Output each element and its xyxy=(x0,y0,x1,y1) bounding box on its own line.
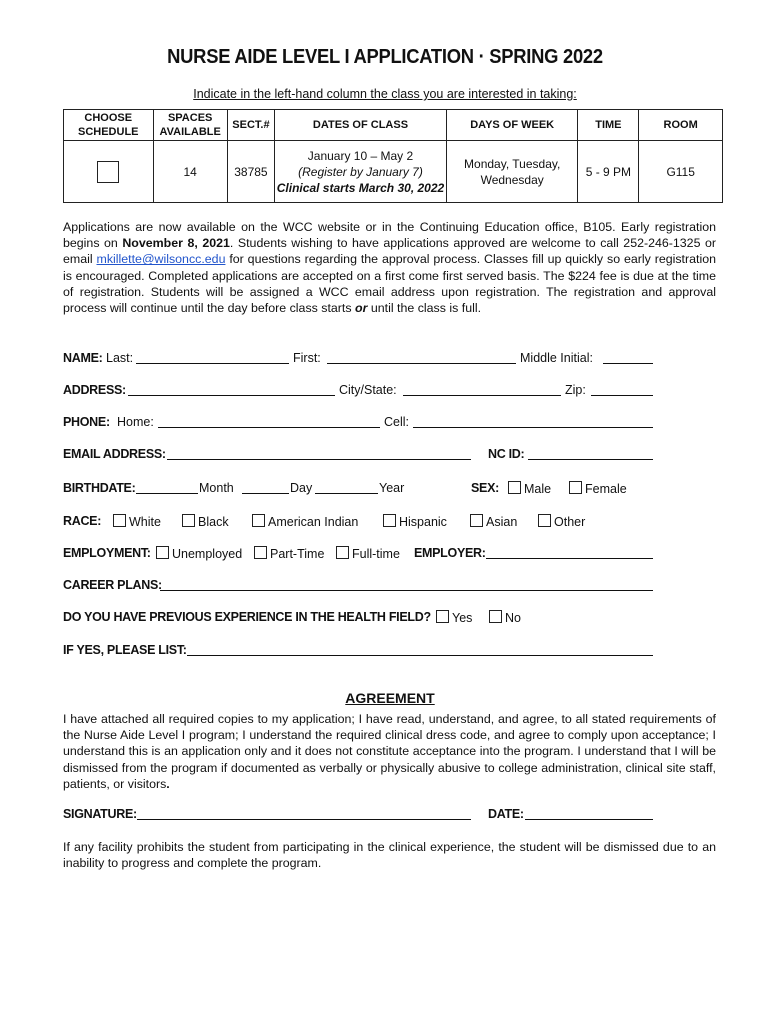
day-label: Day xyxy=(290,481,313,495)
employment-label: EMPLOYMENT: xyxy=(63,546,151,560)
page-title: NURSE AIDE LEVEL I APPLICATION · SPRING 2022 xyxy=(167,46,603,68)
schedule-table xyxy=(63,109,723,203)
first-name-field[interactable] xyxy=(327,351,516,364)
yes-checkbox[interactable] xyxy=(436,610,449,623)
sex-female-option[interactable] xyxy=(569,481,627,496)
female-checkbox[interactable] xyxy=(569,481,582,494)
experience-row xyxy=(63,610,653,628)
other-label: Other xyxy=(554,515,586,529)
birthdate-row xyxy=(63,481,653,499)
career-label: CAREER PLANS: xyxy=(63,578,162,592)
address-row xyxy=(63,383,653,401)
sex-male-option[interactable] xyxy=(508,481,551,496)
career-row xyxy=(63,578,653,596)
signature-field[interactable] xyxy=(137,807,471,820)
experience-no-option[interactable] xyxy=(489,610,521,625)
full-time-checkbox[interactable] xyxy=(336,546,349,559)
race-option-asian[interactable] xyxy=(470,514,517,529)
intro-text-2: . Students wishing to have applications approved are welcome to call 252-246-1325 or email xyxy=(63,236,717,267)
black-label: Black xyxy=(198,515,229,529)
email-field[interactable] xyxy=(167,447,471,460)
table-header-row xyxy=(64,110,723,141)
birth-day-field[interactable] xyxy=(242,481,289,494)
sex-label: SEX: xyxy=(471,481,499,495)
hispanic-label: Hispanic xyxy=(399,515,447,529)
agreement-end-period: . xyxy=(166,776,170,791)
agreement-heading: AGREEMENT xyxy=(345,690,435,706)
choose-schedule-checkbox[interactable] xyxy=(97,161,119,183)
american-indian-label: American Indian xyxy=(268,515,359,529)
part-time-checkbox[interactable] xyxy=(254,546,267,559)
full-time-label: Full-time xyxy=(352,547,400,561)
days-cell: Monday, Tuesday, Wednesday xyxy=(446,141,577,203)
race-option-other[interactable] xyxy=(538,514,585,529)
employment-option-part-time[interactable] xyxy=(254,546,324,561)
signature-row xyxy=(63,807,653,825)
table-instruction: Indicate in the left-hand column the class you are interested in taking: xyxy=(193,87,577,101)
experience-yes-option[interactable] xyxy=(436,610,472,625)
intro-text-4: until the class is full. xyxy=(367,301,482,316)
time-cell: 5 - 9 PM xyxy=(578,141,639,203)
first-label: First: xyxy=(293,351,321,365)
employment-row xyxy=(63,546,653,564)
footer-note: If any facility prohibits the student from participating in the clinical experience, the student will be dismissed due to an inability to progress and complete the program. xyxy=(63,840,716,871)
white-checkbox[interactable] xyxy=(113,514,126,527)
part-time-label: Part-Time xyxy=(270,547,325,561)
middle-initial-field[interactable] xyxy=(603,351,653,364)
cell-label: Cell: xyxy=(384,415,410,429)
dates-range: January 10 – May 2 xyxy=(307,148,414,163)
intro-paragraph xyxy=(63,219,716,316)
name-row xyxy=(63,351,653,369)
ncid-field[interactable] xyxy=(528,447,653,460)
employer-label: EMPLOYER: xyxy=(414,546,486,560)
ncid-label: NC ID: xyxy=(488,447,525,461)
header-choose-schedule: CHOOSE SCHEDULE xyxy=(64,110,154,141)
header-time: TIME xyxy=(578,110,639,141)
room-cell: G115 xyxy=(639,141,723,203)
race-label: RACE: xyxy=(63,514,102,528)
clinical-start: Clinical starts March 30, 2022 xyxy=(276,180,445,195)
last-name-field[interactable] xyxy=(136,351,289,364)
year-label: Year xyxy=(379,481,405,495)
race-option-hispanic[interactable] xyxy=(383,514,447,529)
race-option-american-indian[interactable] xyxy=(252,514,358,529)
phone-row xyxy=(63,415,653,433)
date-field[interactable] xyxy=(525,807,653,820)
employment-option-unemployed[interactable] xyxy=(156,546,242,561)
register-by: (Register by January 7) xyxy=(298,164,423,179)
birth-month-field[interactable] xyxy=(136,481,198,494)
unemployed-label: Unemployed xyxy=(172,547,243,561)
no-label: No xyxy=(505,611,521,625)
phone-label: PHONE: xyxy=(63,415,110,429)
birth-year-field[interactable] xyxy=(315,481,378,494)
experience-list-row xyxy=(63,643,653,661)
address-field[interactable] xyxy=(128,383,335,396)
other-checkbox[interactable] xyxy=(538,514,551,527)
home-phone-field[interactable] xyxy=(158,415,380,428)
white-label: White xyxy=(129,515,161,529)
citystate-field[interactable] xyxy=(403,383,561,396)
experience-list-field[interactable] xyxy=(187,643,653,656)
signature-label: SIGNATURE: xyxy=(63,807,137,821)
choose-schedule-cell xyxy=(64,141,154,203)
unemployed-checkbox[interactable] xyxy=(156,546,169,559)
intro-text-1: Applications are now available on the WCC website or in the Continuing Education office, B105. Early registration begins on xyxy=(63,220,716,251)
email-row xyxy=(63,447,653,465)
black-checkbox[interactable] xyxy=(182,514,195,527)
citystate-label: City/State: xyxy=(339,383,397,397)
male-label: Male xyxy=(524,482,552,496)
email-link[interactable]: mkillette@wilsoncc.edu xyxy=(96,252,226,267)
asian-label: Asian xyxy=(486,515,518,529)
employer-field[interactable] xyxy=(486,546,653,559)
header-room: ROOM xyxy=(639,110,723,141)
middle-initial-label: Middle Initial: xyxy=(520,351,593,365)
zip-field[interactable] xyxy=(591,383,653,396)
cell-phone-field[interactable] xyxy=(413,415,653,428)
intro-text-3: for questions regarding the approval process. Classes fill up quickly so early registration is encouraged. Completed applications are accepted on a first come first served basis. The $224 fee is due at the time of registration. Students will be assigned a WCC email address upon registration. The registration and approval process will continue until the day before class starts xyxy=(63,252,716,316)
header-section: SECT.# xyxy=(227,110,274,141)
american-indian-checkbox[interactable] xyxy=(252,514,265,527)
male-checkbox[interactable] xyxy=(508,481,521,494)
or-emphasis: or xyxy=(355,301,368,316)
race-option-white[interactable] xyxy=(113,514,161,529)
home-label: Home: xyxy=(117,415,154,429)
agreement-text: I have attached all required copies to my application; I have read, understand, and agree, to all stated requirements of the Nurse Aide Level I program; I understand the required clinical dress code, and agree to comply upon acceptance; I understand this is an application only and it does not constitute acceptance into the program. I understand that I will be dismissed from the program if documented as verbally or physically abusive to college administration, clinical site staff, patients, or visitors xyxy=(63,712,716,791)
birthdate-label: BIRTHDATE: xyxy=(63,481,136,495)
section-cell: 38785 xyxy=(227,141,274,203)
name-label: NAME: xyxy=(63,351,103,365)
registration-date: November 8, 2021 xyxy=(122,236,230,251)
hispanic-checkbox[interactable] xyxy=(383,514,396,527)
experience-list-label: IF YES, PLEASE LIST: xyxy=(63,643,187,657)
agreement-paragraph xyxy=(63,711,716,792)
experience-label: DO YOU HAVE PREVIOUS EXPERIENCE IN THE HEALTH FIELD? xyxy=(63,610,431,624)
header-dates: DATES OF CLASS xyxy=(275,110,447,141)
employment-option-full-time[interactable] xyxy=(336,546,400,561)
spaces-cell: 14 xyxy=(153,141,227,203)
no-checkbox[interactable] xyxy=(489,610,502,623)
header-days: DAYS OF WEEK xyxy=(446,110,577,141)
asian-checkbox[interactable] xyxy=(470,514,483,527)
dates-cell xyxy=(275,141,447,203)
female-label: Female xyxy=(585,482,627,496)
email-label: EMAIL ADDRESS: xyxy=(63,447,166,461)
career-plans-field[interactable] xyxy=(160,578,653,591)
month-label: Month xyxy=(199,481,234,495)
last-label: Last: xyxy=(106,351,134,365)
date-label: DATE: xyxy=(488,807,524,821)
race-option-black[interactable] xyxy=(182,514,229,529)
header-spaces-available: SPACES AVAILABLE xyxy=(153,110,227,141)
zip-label: Zip: xyxy=(565,383,586,397)
address-label: ADDRESS: xyxy=(63,383,126,397)
table-row xyxy=(64,141,723,203)
yes-label: Yes xyxy=(452,611,473,625)
race-row xyxy=(63,514,653,532)
